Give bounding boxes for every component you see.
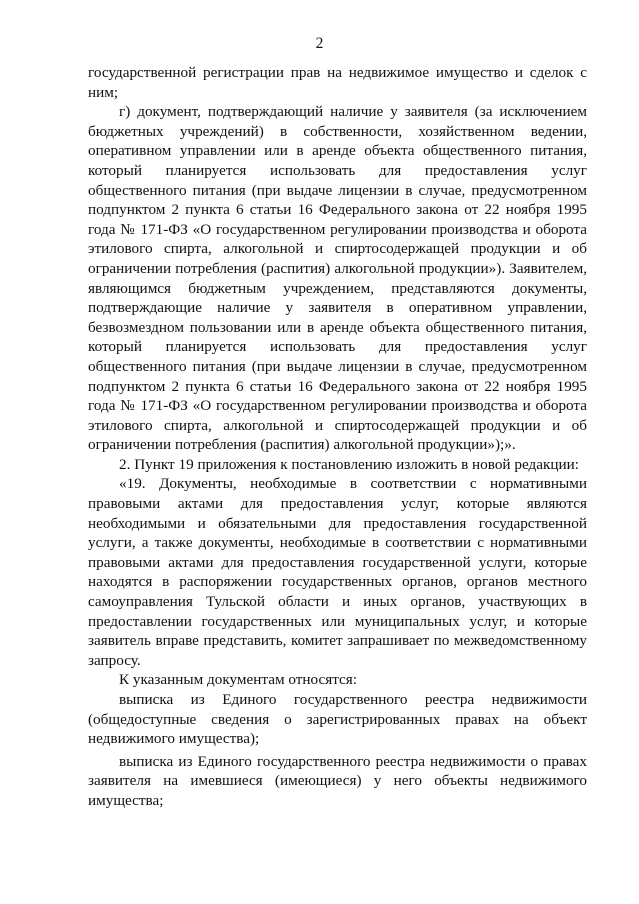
document-body	[88, 63, 587, 811]
paragraph-documents-intro: К указанным документам относятся:	[119, 671, 357, 689]
paragraph-extract-rights: выписка из Единого государственного реестра недвижимости о правах заявителя на имевшиеся (имеющиеся) у него объекты недвижимого имущества;	[88, 752, 587, 809]
paragraph-point-19: «19. Документы, необходимые в соответствии с нормативными правовыми актами для предоставления услуг, которые являются необходимыми и обязательными для предоставления государственной услуги, а также документы, необходимые в соответствии с нормативными правовыми актами для предоставления государственной услуги, которые находятся в распоряжении государственных органов, органов местного самоуправления Тульской области и иных органов, участвующих в предоставлении государственных или муниципальных услуг, и которые заявитель вправе представить, комитет запрашивает по межведомственному запросу.	[88, 475, 587, 669]
paragraph-point-2: 2. Пункт 19 приложения к постановлению изложить в новой редакции:	[119, 455, 579, 473]
paragraph-item-g: г) документ, подтверждающий наличие у заявителя (за исключением бюджетных учреждений) в собственности, хозяйственном ведении, оперативном управлении или в аренде объекта общественного питания, который планируется использовать для предоставления услуг общественного питания (при выдаче лицензии в случае, предусмотренном подпунктом 2 пункта 6 статьи 16 Федерального закона от 22 ноября 1995 года № 171-ФЗ «О государственном регулировании производства и оборота этилового спирта, алкогольной и спиртосодержащей продукции и об ограничении потребления (распития) алкогольной продукции»). Заявителем, являющимся бюджетным учреждением, представляются документы, подтверждающие наличие у заявителя в оперативном управлении, безвозмездном пользовании или в аренде объекта общественного питания, который планируется использовать для предоставления услуг общественного питания (при выдаче лицензии в случае, предусмотренном подпунктом 2 пункта 6 статьи 16 Федерального закона от 22 ноября 1995 года № 171-ФЗ «О государственном регулировании производства и оборота этилового спирта, алкогольной и спиртосодержащей продукции и об ограничении потребления (распития) алкогольной продукции»);».	[88, 103, 587, 454]
paragraph-continuation: государственной регистрации прав на недвижимое имущество и сделок с ним;	[88, 64, 587, 101]
page-number: 2	[315, 35, 324, 52]
paragraph-extract-public: выписка из Единого государственного реестра недвижимости (общедоступные сведения о зарегистрированных правах на объект недвижимого имущества);	[88, 691, 587, 748]
